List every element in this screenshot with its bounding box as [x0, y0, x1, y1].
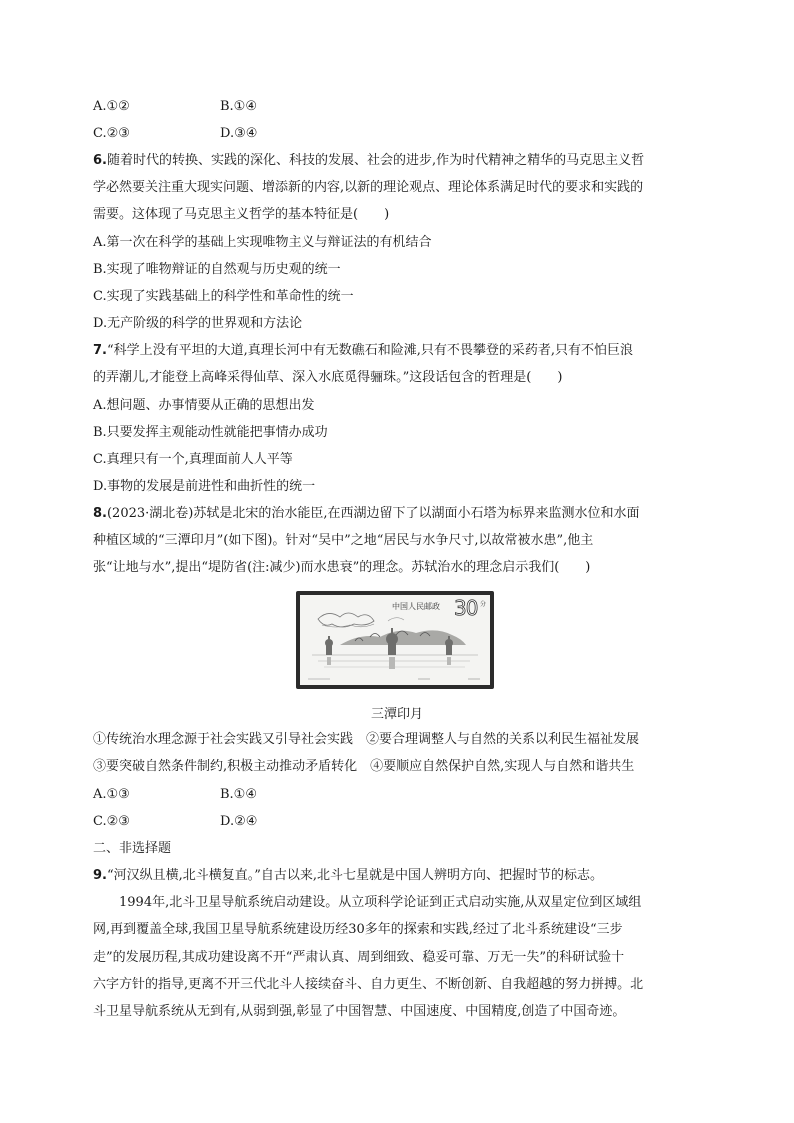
- q8-stem-line-1: [93, 505, 639, 523]
- q8-stem-text-1: (2023·湖北卷)苏轼是北宋的治水能臣,在西湖边留下了以湖面小石塔为标界来监测水位和水面: [106, 506, 640, 521]
- q5-option-a: A.①②: [93, 99, 130, 114]
- q9-paragraph-line-1: 1994年,北斗卫星导航系统启动建设。从立项科学论证到正式启动实施,从双星定位到区域组: [119, 895, 642, 910]
- q6-stem-line-1: [93, 152, 644, 170]
- stamp-header: 中国人民邮政: [392, 602, 440, 611]
- stamp-caption: 三潭印月: [370, 707, 423, 722]
- q8-option-a: A.①③: [93, 787, 130, 802]
- stamp-unit: 分: [480, 601, 487, 608]
- q6-option-c: C.实现了实践基础上的科学性和革命性的统一: [93, 289, 354, 304]
- q9-stem-line: [93, 867, 603, 885]
- stamp-face: [300, 595, 490, 685]
- q6-stem-text-1: 随着时代的转换、实践的深化、科技的发展、社会的进步,作为时代精神之精华的马克思主义哲: [106, 153, 645, 168]
- stamp-value: 30: [454, 596, 478, 620]
- q7-stem-line-2: 的弄潮儿,才能登上高峰采得仙草、深入水底觅得骊珠。”这段话包含的哲理是( ): [93, 370, 563, 385]
- q6-option-b: B.实现了唯物辩证的自然观与历史观的统一: [93, 262, 341, 277]
- q7-option-b: B.只要发挥主观能动性就能把事情办成功: [93, 425, 328, 440]
- q6-number: 6.: [93, 153, 107, 168]
- q9-paragraph-line-2: 网,再到覆盖全球,我国卫星导航系统建设历经30多年的探索和实践,经过了北斗系统建设“三步: [93, 922, 623, 937]
- q8-stem-line-3: 张“让地与水”,提出“堤防省(注:减少)而水患衰”的理念。苏轼治水的理念启示我们( ): [93, 560, 591, 575]
- q9-paragraph-line-5: 斗卫星导航系统从无到有,从弱到强,彰显了中国智慧、中国速度、中国精度,创造了中国奇迹。: [93, 1004, 626, 1019]
- section-title: 二、非选择题: [93, 841, 172, 856]
- q6-stem-line-3: 需要。这体现了马克思主义哲学的基本特征是( ): [93, 207, 390, 222]
- q6-option-d: D.无产阶级的科学的世界观和方法论: [93, 316, 303, 331]
- q9-paragraph-line-3: 走”的发展历程,其成功建设离不开“严肃认真、周到细致、稳妥可靠、万无一失”的科研试验十: [93, 950, 625, 965]
- q8-statement-line-1: ①传统治水理念源于社会实践又引导社会实践 ②要合理调整人与自然的关系以利民生福祉发展: [93, 732, 640, 747]
- q8-option-b: B.①④: [220, 787, 257, 802]
- q8-option-d: D.②④: [220, 814, 258, 829]
- q9-paragraph-line-4: 六字方针的指导,更离不开三代北斗人接续奋斗、自力更生、不断创新、自我超越的努力拼搏。北: [93, 977, 644, 992]
- q7-option-a: A.想问题、办事情要从正确的思想出发: [93, 398, 315, 413]
- q8-stem-line-2: 种植区域的“三潭印月”(如下图)。针对“吴中”之地“居民与水争尺寸,以故常被水患”,他主: [93, 533, 594, 548]
- q9-stem-text: “河汉纵且横,北斗横复直。”自古以来,北斗七星就是中国人辨明方向、把握时节的标志。: [106, 868, 604, 883]
- q7-stem-line-1: [93, 342, 633, 360]
- q5-option-b: B.①④: [220, 99, 257, 114]
- q8-option-c: C.②③: [93, 814, 130, 829]
- q6-option-a: A.第一次在科学的基础上实现唯物主义与辩证法的有机结合: [93, 235, 432, 250]
- q5-option-d: D.③④: [220, 126, 258, 141]
- q6-stem-line-2: 学必然要关注重大现实问题、增添新的内容,以新的理论观点、理论体系满足时代的要求和实践的: [93, 180, 644, 195]
- santan-yinyue-stamp: [296, 591, 494, 689]
- q8-number: 8.: [93, 506, 107, 521]
- q7-option-d: D.事物的发展是前进性和曲折性的统一: [93, 479, 316, 494]
- q8-statement-line-2: ③要突破自然条件制约,积极主动推动矛盾转化 ④要顺应自然保护自然,实现人与自然和谐共生: [93, 759, 635, 774]
- q7-number: 7.: [93, 343, 107, 358]
- q7-stem-text-1: “科学上没有平坦的大道,真理长河中有无数礁石和险滩,只有不畏攀登的采药者,只有不怕巨浪: [106, 343, 634, 358]
- q5-option-c: C.②③: [93, 126, 130, 141]
- q9-number: 9.: [93, 868, 107, 883]
- q7-option-c: C.真理只有一个,真理面前人人平等: [93, 452, 293, 467]
